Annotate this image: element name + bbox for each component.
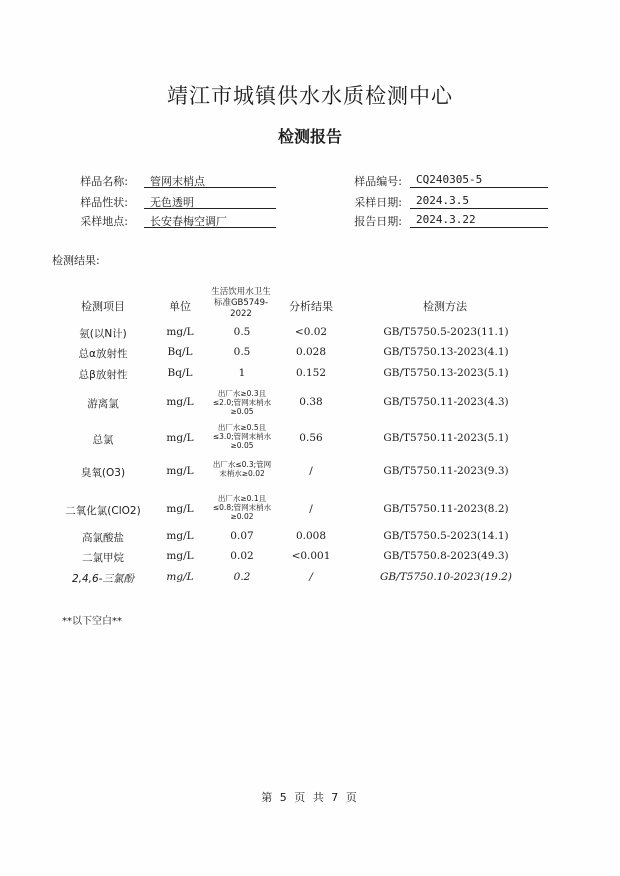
- sample-name-label: 样品名称:: [80, 175, 128, 188]
- sample-name-value: 管网末梢点: [144, 173, 276, 188]
- cell-unit: Bq/L: [167, 367, 193, 379]
- cell-item: 2,4,6-三氯酚: [71, 573, 134, 585]
- report-title: 检测报告: [277, 127, 342, 146]
- cell-method: GB/T5750.8-2023(49.3): [383, 550, 509, 562]
- sample-id-row: [330, 173, 560, 191]
- cell-item: 臭氧(O3): [80, 467, 126, 479]
- cell-item: 高氯酸盐: [82, 532, 124, 544]
- cell-unit: mg/L: [166, 326, 194, 338]
- cell-result: 0.152: [295, 367, 327, 379]
- cell-method: GB/T5750.11-2023(5.1): [383, 432, 509, 444]
- report-date-label: 报告日期:: [354, 215, 402, 228]
- cell-item: 游离氯: [87, 398, 119, 410]
- cell-unit: mg/L: [166, 550, 194, 562]
- cell-result: 0.028: [295, 346, 327, 358]
- cell-result: <0.001: [291, 550, 331, 562]
- header-method: 检测方法: [423, 300, 467, 313]
- sample-location-label: 采样地点:: [80, 215, 128, 228]
- report-date-row: [330, 213, 560, 231]
- cell-unit: mg/L: [166, 571, 194, 583]
- sampling-date-label: 采样日期:: [354, 196, 402, 209]
- organization-title: 靖江市城镇供水水质检测中心: [167, 84, 453, 108]
- cell-standard: 出厂水≥0.1且≤0.8;管网末梢水≥0.02: [212, 494, 272, 521]
- cell-standard: 0.5: [233, 326, 251, 338]
- cell-standard: 0.2: [233, 571, 251, 583]
- cell-standard: 出厂水≥0.5且≤3.0;管网末梢水≥0.05: [212, 423, 272, 450]
- header-result: 分析结果: [289, 300, 333, 313]
- cell-method: GB/T5750.11-2023(4.3): [383, 396, 509, 408]
- sample-name-row: [52, 173, 282, 191]
- cell-unit: mg/L: [166, 396, 194, 408]
- cell-unit: Bq/L: [167, 346, 193, 358]
- cell-method: GB/T5750.5-2023(11.1): [383, 326, 509, 338]
- blank-note: **以下空白**: [62, 616, 122, 627]
- sample-state-label: 样品性状:: [80, 196, 128, 209]
- cell-unit: mg/L: [166, 432, 194, 444]
- sample-id-label: 样品编号:: [354, 175, 402, 188]
- cell-result: /: [309, 503, 313, 515]
- report-date-value: 2024.3.22: [410, 213, 548, 228]
- cell-method: GB/T5750.13-2023(4.1): [383, 346, 509, 358]
- cell-item: 二氧化氯(ClO2): [65, 505, 141, 517]
- cell-method: GB/T5750.5-2023(14.1): [383, 530, 509, 542]
- cell-unit: mg/L: [166, 503, 194, 515]
- sample-location-row: [52, 213, 282, 231]
- cell-standard: 0.5: [233, 346, 251, 358]
- cell-item: 总α放射性: [78, 348, 128, 360]
- cell-result: 0.008: [295, 530, 327, 542]
- cell-result: 0.38: [299, 396, 323, 408]
- sampling-date-row: [330, 194, 560, 212]
- sample-state-row: [52, 194, 282, 212]
- cell-standard: 0.02: [230, 550, 254, 562]
- results-label: 检测结果:: [52, 254, 100, 267]
- cell-standard: 出厂水≥0.3且≤2.0;管网末梢水≥0.05: [212, 389, 272, 416]
- cell-item: 总氯: [92, 434, 114, 446]
- cell-result: /: [309, 571, 313, 583]
- cell-method: GB/T5750.10-2023(19.2): [380, 571, 512, 583]
- sample-state-value: 无色透明: [144, 194, 276, 209]
- sample-id-value: CQ240305-5: [410, 173, 548, 188]
- cell-standard: 0.07: [230, 530, 254, 542]
- cell-item: 总β放射性: [78, 369, 128, 381]
- header-item: 检测项目: [81, 300, 125, 313]
- cell-item: 氨(以N计): [79, 328, 127, 340]
- page-footer: 第 5 页 共 7 页: [261, 791, 359, 804]
- sample-location-value: 长安春梅空调厂: [144, 213, 276, 228]
- cell-unit: mg/L: [166, 465, 194, 477]
- cell-method: GB/T5750.11-2023(8.2): [383, 503, 509, 515]
- cell-method: GB/T5750.11-2023(9.3): [383, 465, 509, 477]
- cell-method: GB/T5750.13-2023(5.1): [383, 367, 509, 379]
- cell-result: 0.56: [299, 432, 323, 444]
- cell-unit: mg/L: [166, 530, 194, 542]
- cell-item: 二氯甲烷: [82, 552, 124, 564]
- header-unit: 单位: [169, 300, 191, 313]
- sampling-date-value: 2024.3.5: [410, 194, 548, 209]
- cell-result: <0.02: [294, 326, 328, 338]
- header-standard: 生活饮用水卫生标准GB5749-2022: [211, 287, 271, 319]
- cell-standard: 1: [238, 367, 246, 379]
- cell-standard: 出厂水≤0.3;管网末梢水≥0.02: [212, 460, 272, 478]
- cell-result: /: [309, 465, 313, 477]
